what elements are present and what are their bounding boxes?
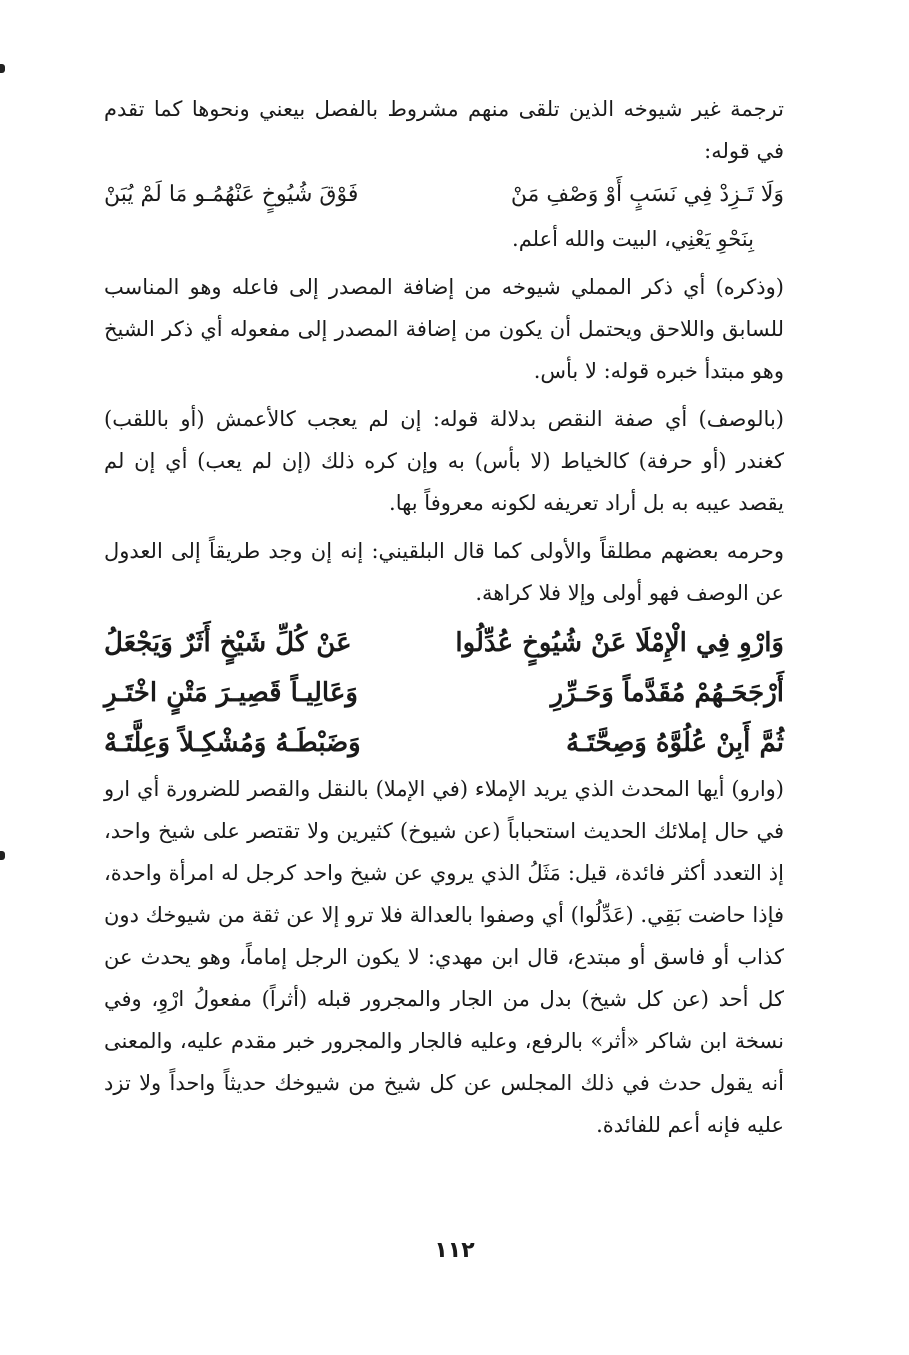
page-body [104, 88, 784, 1146]
matn-verse-2-first: أَرْجَحَـهُمْ مُقَدَّماً وَحَـرِّرِ [550, 678, 784, 708]
page-edge-mark-middle [0, 851, 5, 860]
matn-verse-1-first: وَارْوِ فِي الْإِمْلَا عَنْ شُيُوخٍ عُدِّلُوا [455, 628, 784, 658]
matn-verse-3-second: وَضَبْطَـهُ وَمُشْكِـلاً وَعِلَّتَـهْ [104, 728, 361, 758]
matn-verse-line-3 [104, 718, 784, 768]
matn-verse-2-second: وَعَالِيـاً قَصِيـرَ مَتْنٍ اخْتَـرِ [104, 678, 358, 708]
verse-first-hemistich: وَلَا تَـزِدْ فِي نَسَبٍ أَوْ وَصْفِ مَنْ [510, 182, 784, 207]
page-number: ١١٢ [434, 1238, 475, 1263]
quoted-verse-line [104, 172, 784, 218]
matn-verses [104, 618, 784, 768]
paragraph-commentary: (وارو) أيها المحدث الذي يريد الإملاء (في الإملا) بالنقل والقصر للضرورة أي ارو في حال إملائك الحديث استحباباً (عن شيوخ) كثيرين ولا تقتصر على شيخ واحد، إذ التعدد أكثر فائدة، قيل: مَثَلُ الذي يروي عن شيخ واحد كرجل له امرأة واحدة، فإذا حاضت بَقِي. (عَدِّلُوا) أي وصفوا بالعدالة فلا ترو إلا عن ثقة من شيوخك دون كذاب أو فاسق أو مبتدع، قال ابن مهدي: لا يكون الرجل إماماً، وهو يحدث عن كل أحد (عن كل شيخ) بدل من الجار والمجرور قبله (أثراً) مفعولُ ارْوِ، وفي نسخة ابن شاكر «أثر» بالرفع، وعليه فالجار والمجرور خبر مقدم عليه، والمعنى أنه يقول حدث في ذلك المجلس عن كل شيخ من شيوخك حديثاً واحداً ولا تزد عليه فإنه أعم للفائدة. [104, 777, 784, 1137]
matn-verse-line-1 [104, 618, 784, 668]
verse-continuation: بِنَحْوِ يَعْنِي، البيت والله أعلم. [512, 227, 754, 251]
matn-verse-3-first: ثُمَّ أَبِنْ عُلُوَّهُ وَصِحَّتَـهُ [566, 728, 784, 758]
paragraph-intro: ترجمة غير شيوخه الذين تلقى منهم مشروط بالفصل بيعني ونحوها كما تقدم في قوله: [104, 97, 784, 163]
matn-verse-1-second: عَنْ كُلِّ شَيْخٍ أَثَرٌ وَيَجْعَلُ [104, 628, 352, 658]
paragraph-dhikr: (وذكره) أي ذكر المملي شيوخه من إضافة المصدر إلى فاعله وهو المناسب للسابق واللاحق ويحتمل أن يكون من إضافة المصدر إلى مفعوله أي ذكر الشيخ وهو مبتدأ خبره قوله: لا بأس. [104, 275, 784, 383]
paragraph-wasf: (بالوصف) أي صفة النقص بدلالة قوله: إن لم يعجب كالأعمش (أو باللقب) كغندر (أو حرفة) كالخياط (لا بأس) به وإن كره ذلك (إن لم يعب) أي إن لم يقصد عيبه به بل أراد تعريفه لكونه معروفاً بها. [104, 407, 784, 515]
matn-verse-line-2 [104, 668, 784, 718]
page-edge-mark-top [0, 64, 5, 73]
verse-second-hemistich: فَوْقَ شُيُوخٍ عَنْهُمُـو مَا لَمْ يُبَنْ [104, 182, 359, 207]
paragraph-hurma: وحرمه بعضهم مطلقاً والأولى كما قال البلقيني: إنه إن وجد طريقاً إلى العدول عن الوصف فهو أولى وإلا فلا كراهة. [104, 539, 784, 605]
